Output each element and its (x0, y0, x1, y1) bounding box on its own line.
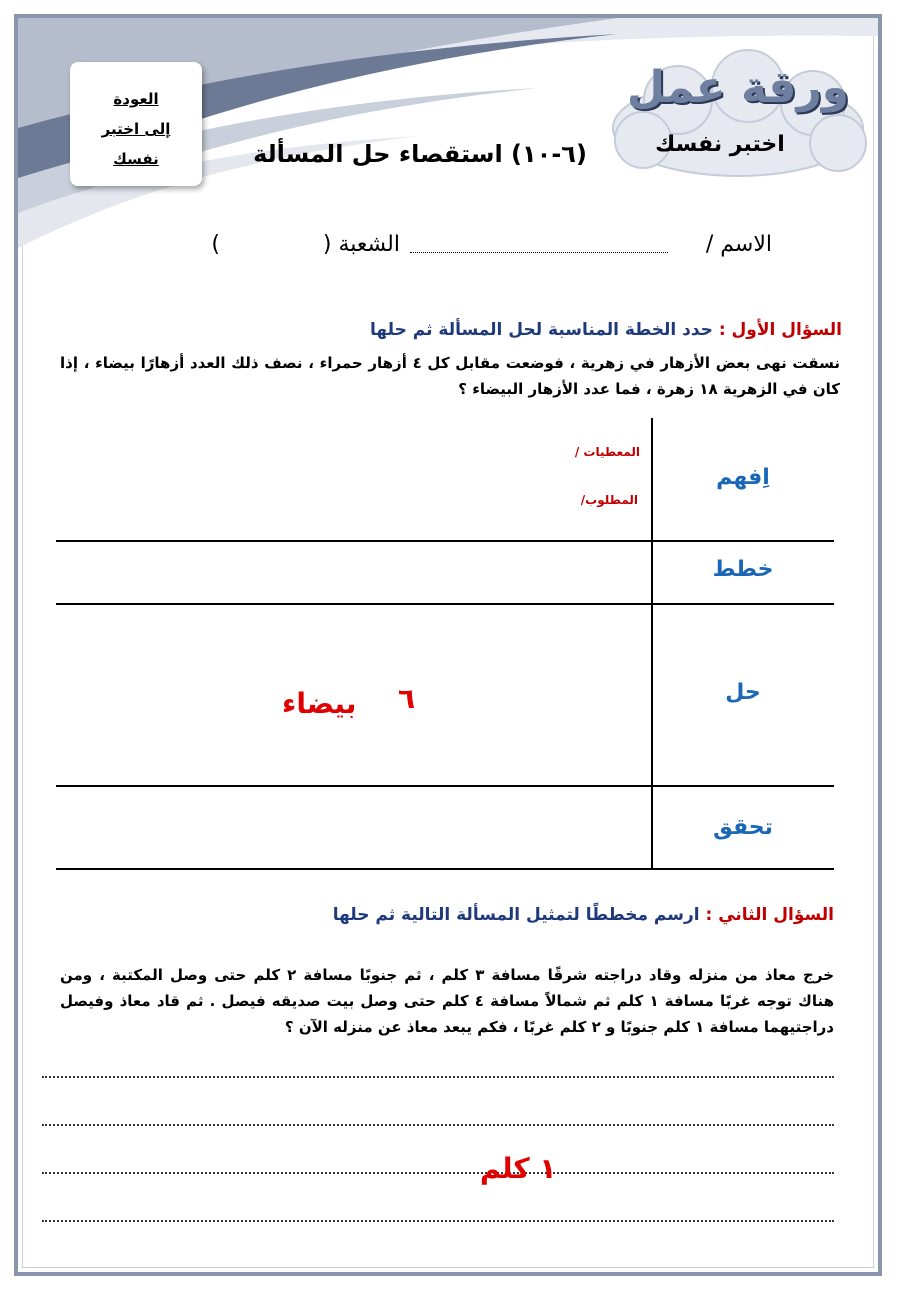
worksheet-title: ورقة عمل (626, 62, 850, 113)
givens-label: المعطيات / (574, 445, 640, 459)
q2-text: خرج معاذ من منزله وقاد دراجته شرقًا مسافة ٣ كلم ، ثم جنوبًا مسافة ٢ كلم حتى وصل المكتبة ، ومن هناك توجه غربًا مسافة ١ كلم ثم شمالاً مسافة ٤ كلم حتى وصل بيت صديقه فيصل . ثم قاد معاذ وفيصل دراجتيهما مسافة ١ كلم جنوبًا و ٢ كلم غربًا ، فكم يبعد معاذ عن منزله الآن ؟ (60, 966, 835, 1036)
answer-line-4[interactable] (42, 1220, 834, 1222)
step-solve: حل (725, 680, 761, 705)
student-info-row (180, 232, 780, 266)
q2-number: السؤال الثاني : (705, 905, 834, 925)
q1-answer-number: ٦ (398, 682, 416, 715)
section-label: الشعبة ( (322, 232, 400, 257)
row-line-3 (56, 785, 834, 787)
q1-number: السؤال الأول : (718, 320, 842, 340)
q1-text: نسقت نهى بعض الأزهار في زهرية ، فوضعت مقابل كل ٤ أزهار حمراء ، نصف ذلك العدد أزهارًا بيضاء ، إذا كان في الزهرية ١٨ زهرة ، فما عدد الأزهار البيضاء ؟ (60, 354, 841, 398)
back-line-3: نفسك (113, 150, 159, 168)
name-field[interactable] (410, 252, 668, 253)
answer-line-3[interactable] (42, 1172, 834, 1174)
q2-heading (333, 905, 834, 925)
row-line-4 (56, 868, 834, 870)
worksheet-subtitle: اختبر نفسك (655, 132, 785, 157)
back-line-1: العودة (113, 90, 159, 108)
page-title: (٦-١٠) استقصاء حل المسألة (253, 140, 587, 168)
required-label: المطلوب/ (580, 493, 638, 507)
q1-answer-word: بيضاء (282, 687, 357, 720)
q1-instruction: حدد الخطة المناسبة لحل المسألة ثم حلها (370, 320, 713, 340)
q2-answer: ١ كلم (480, 1152, 557, 1185)
back-to-self-test-button[interactable] (70, 62, 202, 186)
q2-instruction: ارسم مخططًا لتمثيل المسألة التالية ثم حلها (332, 905, 700, 925)
row-line-1 (56, 540, 834, 542)
name-label: الاسم / (705, 232, 772, 257)
step-understand: اِفهم (716, 465, 770, 490)
row-line-2 (56, 603, 834, 605)
step-plan: خطط (712, 557, 774, 582)
answer-line-2[interactable] (42, 1124, 834, 1126)
page-frame (14, 14, 882, 1276)
section-close: ) (211, 232, 220, 257)
q1-heading (370, 320, 842, 340)
table-divider (651, 418, 653, 870)
back-line-2: إلى اختبر (101, 120, 171, 138)
answer-line-1[interactable] (42, 1076, 834, 1078)
step-check: تحقق (713, 815, 773, 840)
